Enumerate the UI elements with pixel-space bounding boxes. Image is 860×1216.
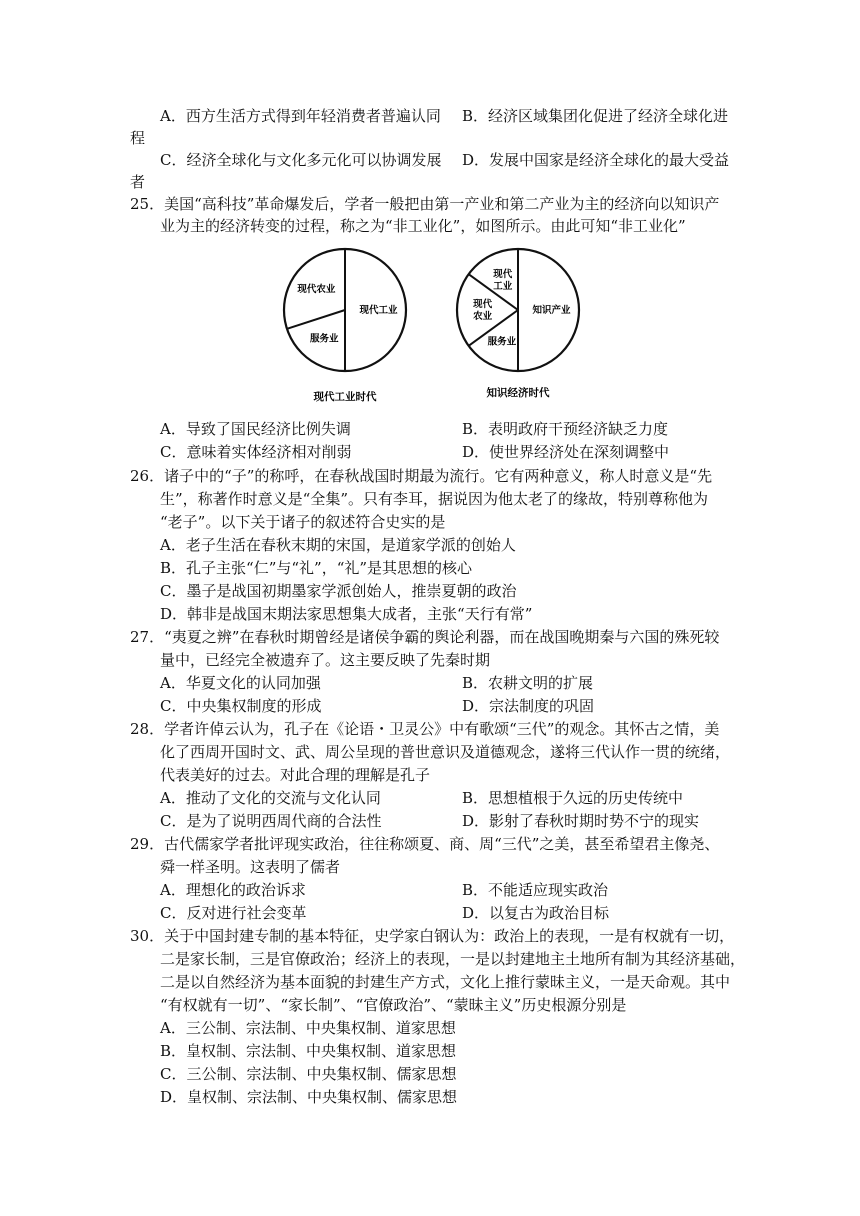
pie-slice-label: 现代农业: [297, 284, 336, 296]
q25-option-a: A．导致了国民经济比例失调: [160, 420, 351, 438]
q29-option-a: A．理想化的政治诉求: [160, 881, 306, 899]
q25-option-b: B．表明政府干预经济缺乏力度: [462, 420, 669, 438]
q26-option-c: C．墨子是战国初期墨家学派创始人，推崇夏朝的政治: [160, 582, 517, 600]
q29-stem-line-1: 29．古代儒家学者批评现实政治，往往称颂夏、商、周“三代”之美，甚至希望君主像尧、: [130, 835, 720, 853]
q29-option-b: B．不能适应现实政治: [462, 881, 609, 899]
q28-option-c: C．是为了说明西周代商的合法性: [160, 812, 382, 830]
pie-slice-label: 现代农业: [473, 299, 493, 322]
q25-option-c: C．意味着实体经济相对削弱: [160, 443, 352, 461]
pie-slice-label: 知识产业: [532, 305, 571, 316]
q24-option-b: B．经济区域集团化促进了经济全球化进: [462, 107, 729, 125]
pie-chart-2: [457, 249, 579, 399]
q30-option-a: A．三公制、宗法制、中央集权制、道家思想: [160, 1019, 456, 1037]
q27-option-c: C．中央集权制度的形成: [160, 697, 322, 715]
q27-option-a: A．华夏文化的认同加强: [160, 674, 321, 692]
q29-option-c: C．反对进行社会变革: [160, 904, 307, 922]
q26-stem-line-2: 生”，称著作时意义是“全集”。只有李耳，据说因为他太老了的缘故，特别尊称他为: [160, 490, 709, 508]
q27-option-b: B．农耕文明的扩展: [462, 674, 594, 692]
q28-stem-line-3: 代表美好的过去。对此合理的理解是孔子: [160, 766, 431, 784]
q26-option-d: D．韩非是战国末期法家思想集大成者，主张“天行有常”: [160, 605, 533, 623]
q29-stem-line-2: 舜一样圣明。这表明了儒者: [160, 858, 341, 876]
pie-slice-label: 服务业: [487, 336, 517, 348]
pie-chart-1: [284, 249, 406, 403]
q24-option-a: A．西方生活方式得到年轻消费者普遍认同: [160, 107, 441, 125]
q25-stem-line-2: 业为主的经济转变的过程，称之为“非工业化”，如图所示。由此可知“非工业化”: [160, 217, 686, 235]
q30-option-d: D．皇权制、宗法制、中央集权制、儒家思想: [160, 1088, 458, 1106]
pie-slice-label: 服务业: [309, 333, 339, 345]
q27-option-d: D．宗法制度的巩固: [462, 697, 595, 715]
q30-option-b: B．皇权制、宗法制、中央集权制、道家思想: [160, 1042, 457, 1060]
q24-option-c: C．经济全球化与文化多元化可以协调发展: [160, 151, 442, 169]
q26-stem-line-3: “老子”。以下关于诸子的叙述符合史实的是: [160, 513, 446, 531]
q28-option-a: A．推动了文化的交流与文化认同: [160, 789, 381, 807]
q27-stem-line-2: 量中，已经完全被遗弃了。这主要反映了先秦时期: [160, 651, 491, 669]
q28-option-d: D．影射了春秋时期时势不宁的现实: [462, 812, 700, 830]
q27-stem-line-1: 27．“夷夏之辨”在春秋时期曾经是诸侯争霸的舆论利器，而在战国晚期秦与六国的殊死较: [130, 628, 720, 646]
q30-stem-line-4: “有权就有一切”、“家长制”、“官僚政治”、“蒙昧主义”历史根源分别是: [160, 996, 627, 1014]
q24-option-d: D．发展中国家是经济全球化的最大受益: [462, 151, 730, 169]
q24-option-d-wrap: 者: [130, 173, 146, 191]
q30-option-c: C．三公制、宗法制、中央集权制、儒家思想: [160, 1065, 457, 1083]
q28-option-b: B．思想植根于久远的历史传统中: [462, 789, 684, 807]
pie-chart-title: 现代工业时代: [313, 391, 377, 403]
pie-slice-label: 现代工业: [359, 305, 398, 316]
q24-option-b-wrap: 程: [130, 129, 146, 147]
q25-option-d: D．使世界经济处在深刻调整中: [462, 443, 670, 461]
q30-stem-line-2: 二是家长制，三是官僚政治；经济上的表现，一是以封建地主土地所有制为其经济基础，: [160, 950, 746, 968]
q30-stem-line-1: 30．关于中国封建专制的基本特征，史学家白钢认为：政治上的表现，一是有权就有一切，: [130, 927, 735, 945]
q26-option-b: B．孔子主张“仁”与“礼”，“礼”是其思想的核心: [160, 559, 473, 577]
q25-stem-line-1: 25．美国“高科技”革命爆发后，学者一般把由第一产业和第二产业为主的经济向以知识产: [130, 195, 720, 213]
q28-stem-line-1: 28．学者许倬云认为，孔子在《论语・卫灵公》中有歌颂“三代”的观念。其怀古之情，美: [130, 720, 720, 738]
q29-option-d: D．以复古为政治目标: [462, 904, 610, 922]
pie-slice-label: 现代工业: [493, 269, 513, 293]
pie-chart-title: 知识经济时代: [486, 387, 550, 399]
pie-charts-figure: [270, 236, 600, 416]
q30-stem-line-3: 二是以自然经济为基本面貌的封建生产方式，文化上推行蒙昧主义，一是天命观。其中: [160, 973, 731, 991]
q28-stem-line-2: 化了西周开国时文、武、周公呈现的普世意识及道德观念，遂将三代认作一贯的统绪，: [160, 743, 731, 761]
q26-option-a: A．老子生活在春秋末期的宋国，是道家学派的创始人: [160, 536, 516, 554]
q26-stem-line-1: 26．诸子中的“子”的称呼，在春秋战国时期最为流行。它有两种意义，称人时意义是“先: [130, 467, 713, 485]
